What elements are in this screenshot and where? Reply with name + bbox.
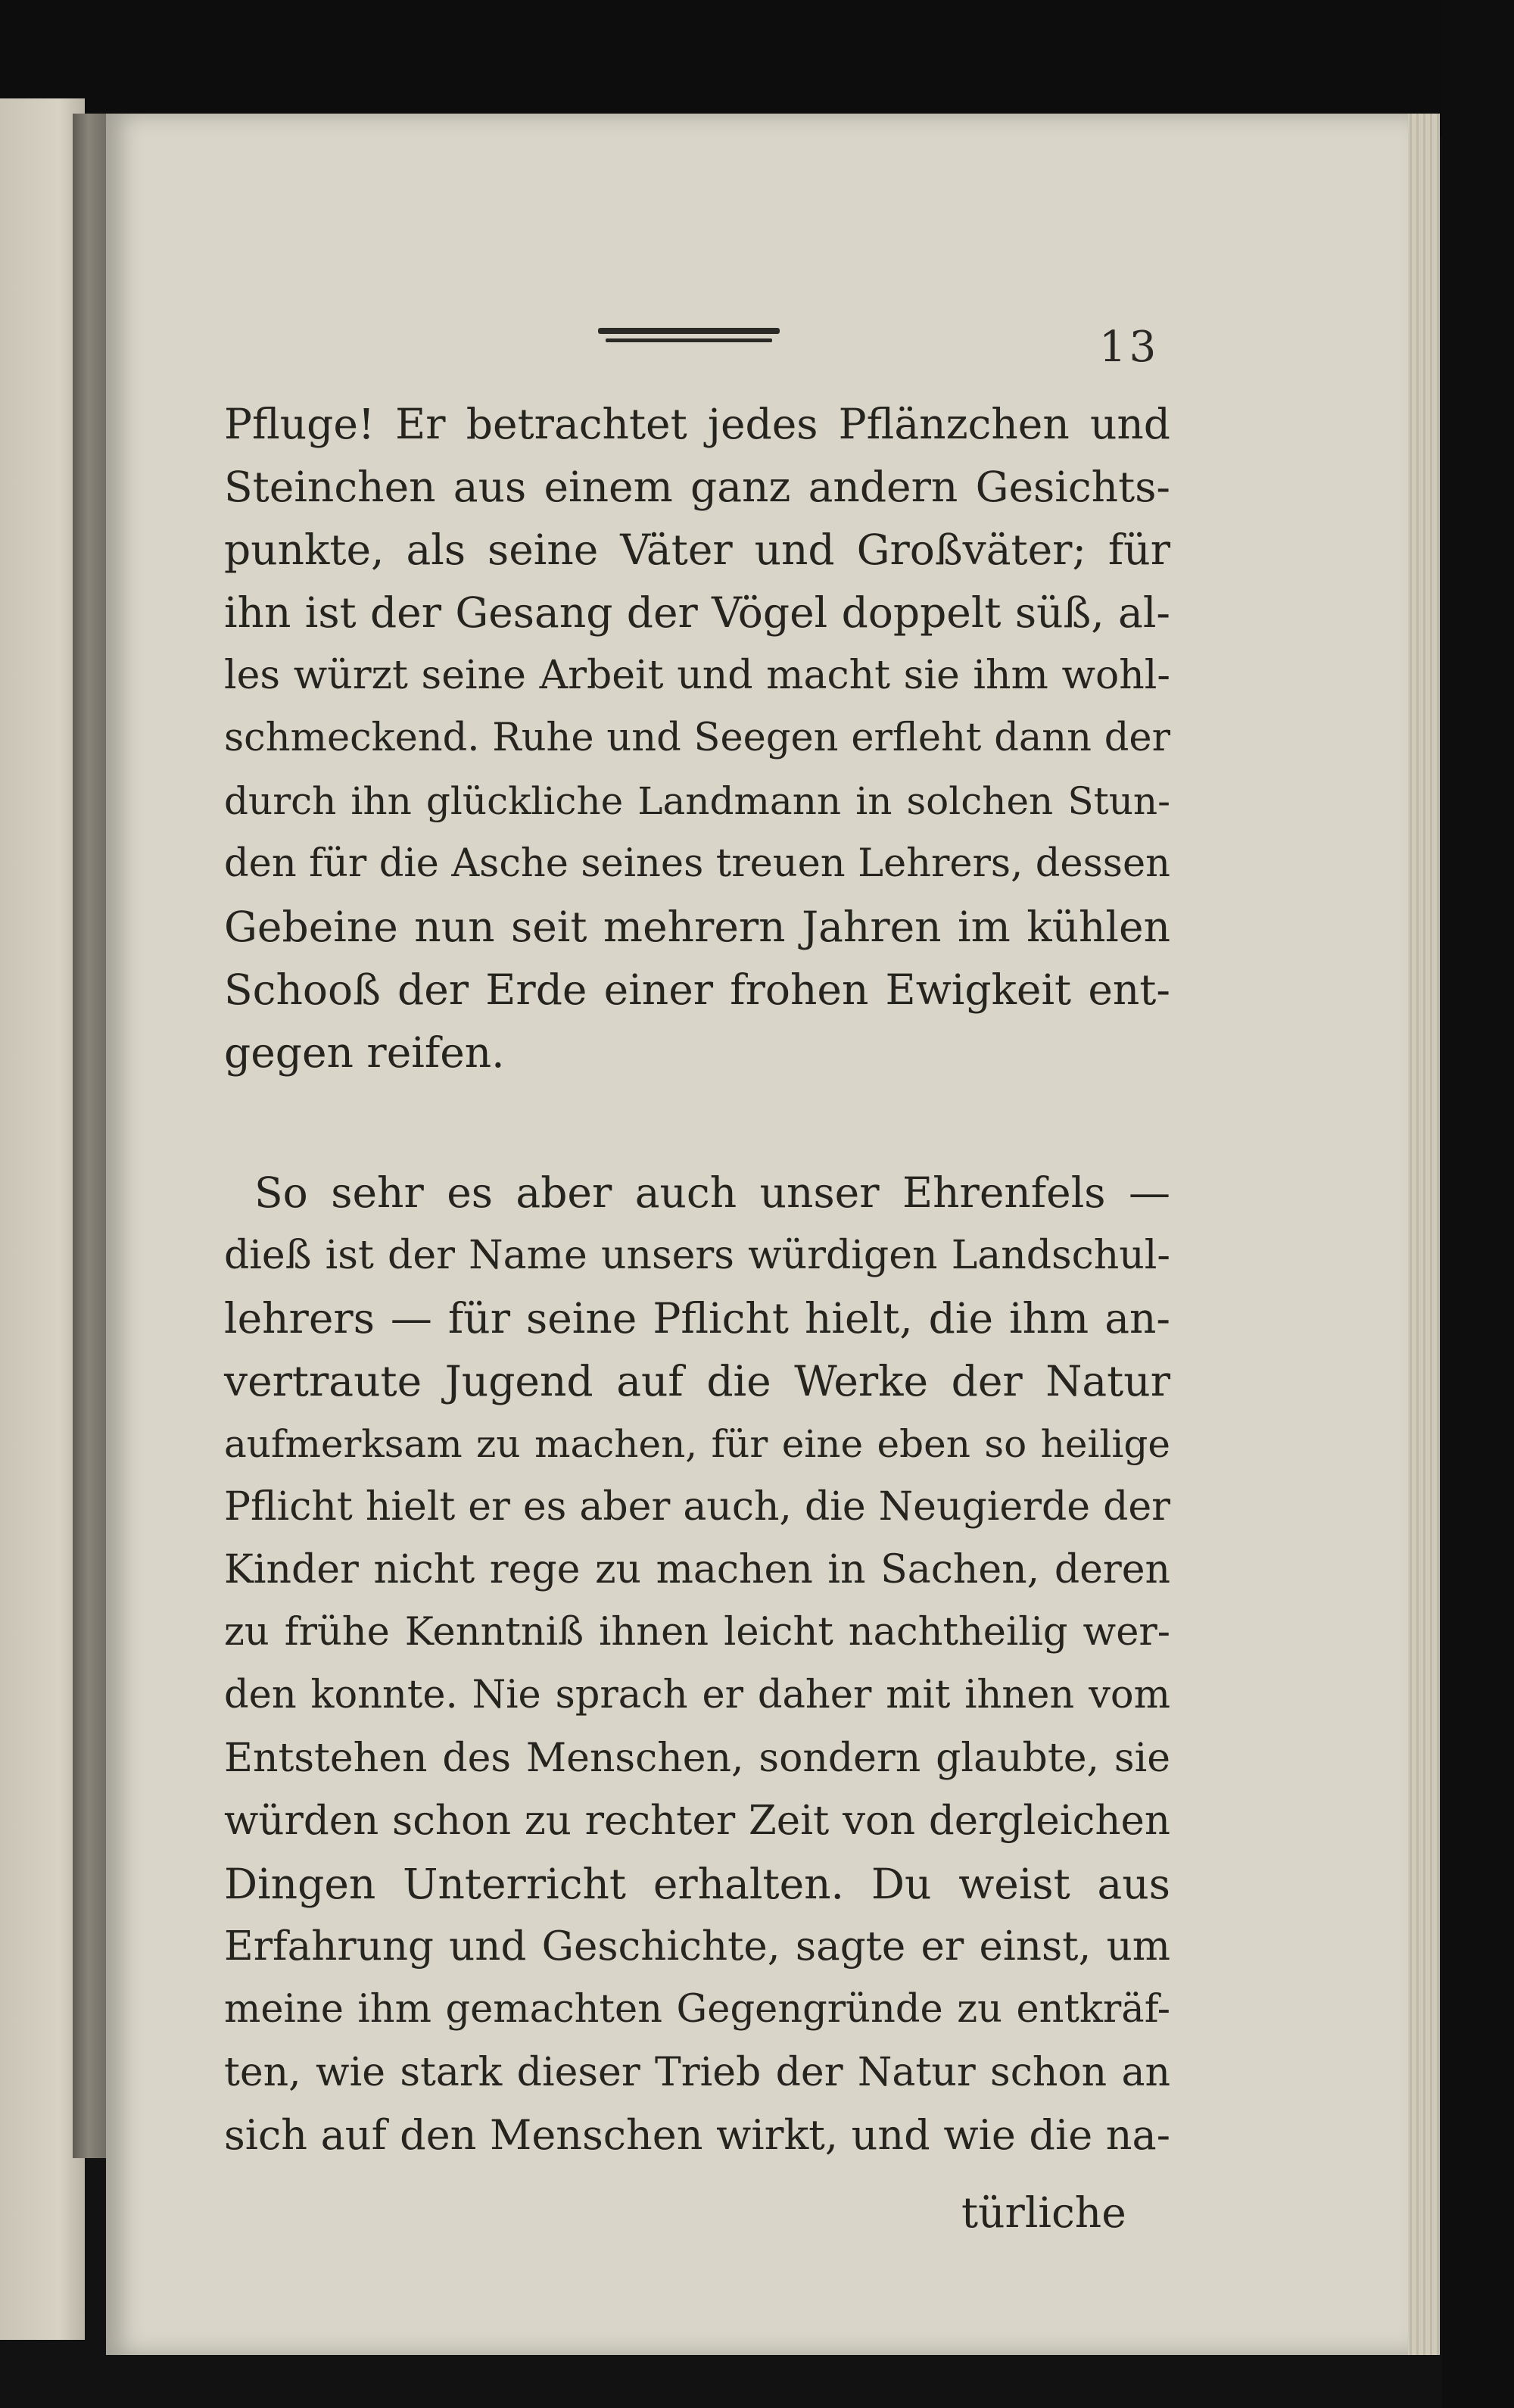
text-line: les würzt seine Arbeit und macht sie ihm wohl-	[224, 653, 1170, 698]
text-line: zu frühe Kenntniß ihnen leicht nachtheilig wer-	[224, 1610, 1170, 1655]
text-line: aufmerksam zu machen, für eine eben so heilige	[224, 1422, 1170, 1466]
background-right	[1442, 0, 1514, 2408]
text-line: würden schon zu rechter Zeit von dergleichen	[224, 1798, 1170, 1844]
text-line: Steinchen aus einem ganz andern Gesichts-	[224, 463, 1170, 511]
text-line: Erfahrung und Geschichte, sagte er einst, um	[224, 1923, 1170, 1970]
text-line: So sehr es aber auch unser Ehrenfels —	[254, 1168, 1170, 1217]
text-line: Entstehen des Menschen, sondern glaubte, sie	[224, 1736, 1170, 1781]
text-line: Pflicht hielt er es aber auch, die Neugierde der	[224, 1484, 1170, 1530]
catchword: türliche	[961, 2188, 1126, 2237]
text-line: meine ihm gemachten Gegengründe zu entkräf-	[224, 1987, 1170, 2032]
text-line: punkte, als seine Väter und Großväter; für	[224, 526, 1170, 574]
header-ornament	[598, 328, 780, 348]
text-line: schmeckend. Ruhe und Seegen erfleht dann der	[224, 716, 1170, 760]
text-line: durch ihn glückliche Landmann in solchen Stun-	[224, 779, 1170, 823]
text-line: gegen reifen.	[224, 1028, 505, 1077]
text-line: den konnte. Nie sprach er daher mit ihnen vom	[224, 1673, 1170, 1717]
text-line: Gebeine nun seit mehrern Jahren im kühlen	[224, 903, 1170, 951]
text-line: Kinder nicht rege zu machen in Sachen, deren	[224, 1547, 1170, 1592]
text-line: dieß ist der Name unsers würdigen Landschul-	[224, 1233, 1170, 1278]
text-line: ten, wie stark dieser Trieb der Natur schon an	[224, 2050, 1170, 2095]
text-line: Schooß der Erde einer frohen Ewigkeit ent-	[224, 965, 1170, 1014]
text-line: sich auf den Menschen wirkt, und wie die na-	[224, 2111, 1170, 2159]
text-line: ihn ist der Gesang der Vögel doppelt süß, al-	[224, 588, 1170, 637]
page-number: 13	[1099, 323, 1160, 372]
text-line: lehrers — für seine Pflicht hielt, die ihm an-	[224, 1294, 1170, 1343]
text-line: Dingen Unterricht erhalten. Du weist aus	[224, 1860, 1170, 1908]
text-line: vertraute Jugend auf die Werke der Natur	[224, 1357, 1170, 1405]
text-line: den für die Asche seines treuen Lehrers, dessen	[224, 841, 1170, 886]
text-line: Pfluge! Er betrachtet jedes Pflänzchen und	[224, 400, 1170, 448]
